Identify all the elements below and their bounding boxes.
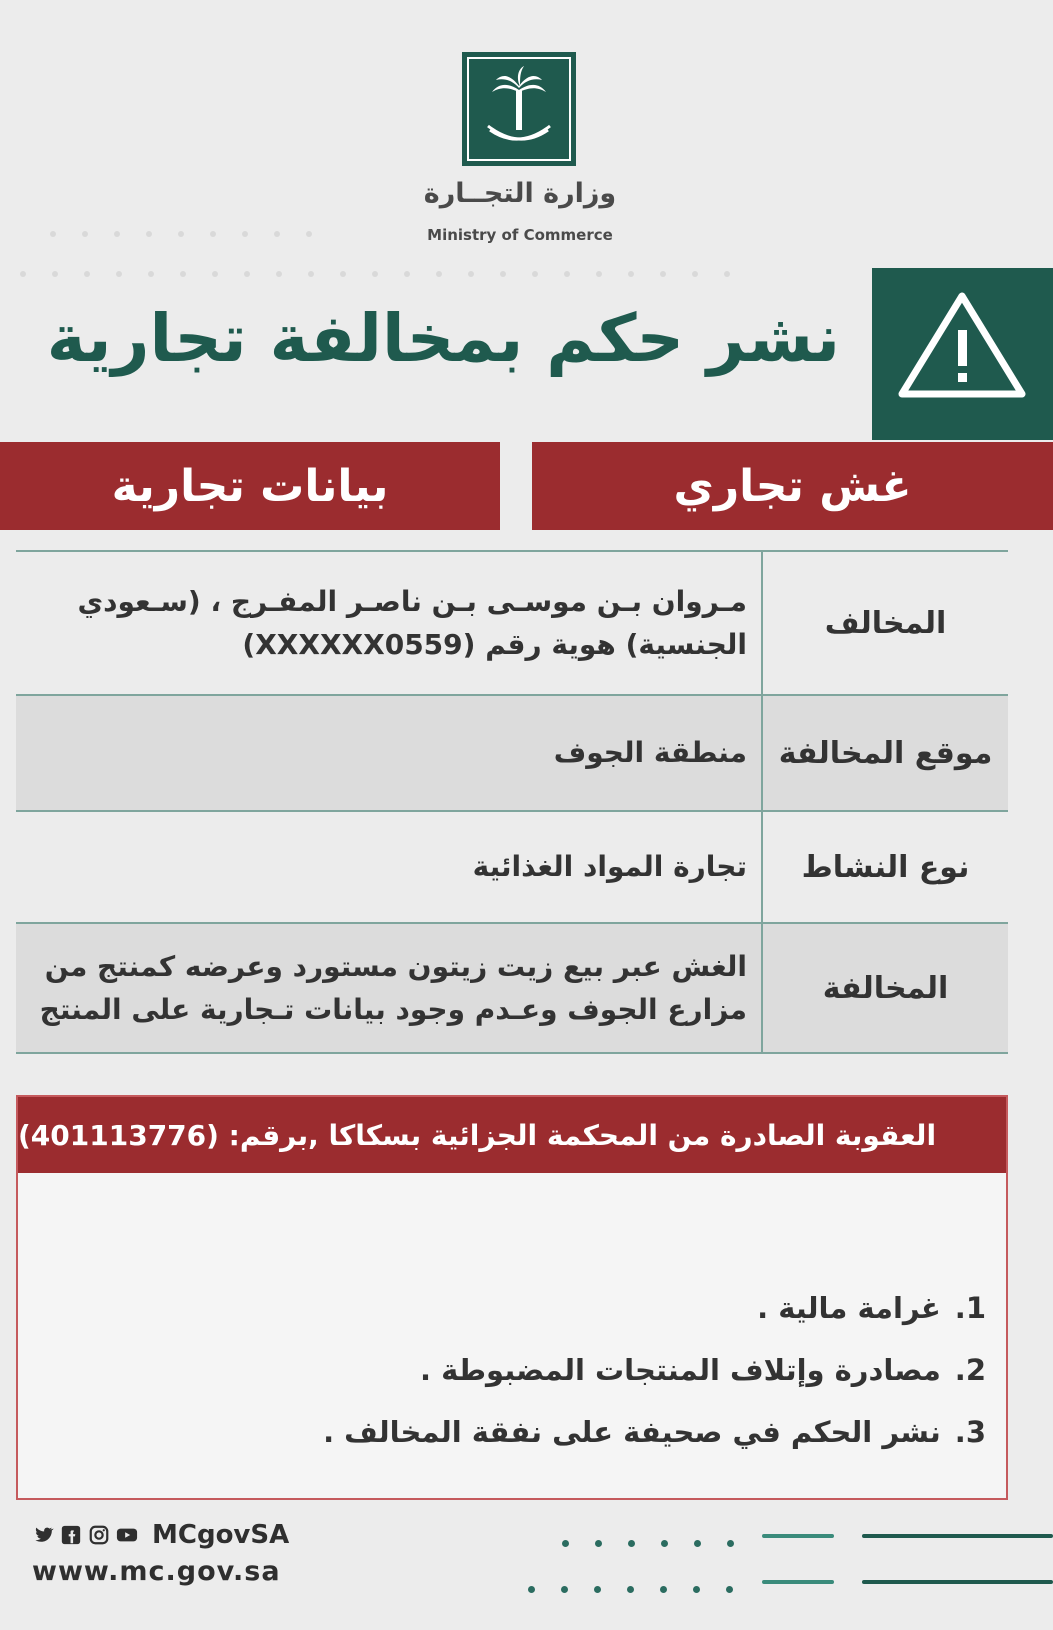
item-text: مصادرة وإتلاف المنتجات المضبوطة . bbox=[420, 1353, 941, 1387]
decorative-line bbox=[762, 1534, 834, 1538]
row-label: موقع المخالفة bbox=[761, 696, 1008, 810]
table-row bbox=[16, 696, 1008, 812]
ministry-name-english: Ministry of Commerce bbox=[427, 226, 613, 244]
decorative-dots bbox=[562, 1532, 760, 1551]
warning-box bbox=[872, 268, 1053, 440]
footer bbox=[32, 1520, 289, 1587]
page-title: نشر حكم بمخالفة تجارية bbox=[46, 300, 840, 377]
row-value: منطقة الجوف bbox=[553, 736, 747, 770]
decorative-line bbox=[762, 1580, 834, 1584]
item-text: نشر الحكم في صحيفة على نفقة المخالف . bbox=[323, 1415, 941, 1449]
decorative-dots bbox=[528, 1578, 759, 1597]
decorative-line bbox=[862, 1534, 1053, 1538]
penalty-box bbox=[16, 1095, 1008, 1500]
tab-commercial-data: بيانات تجارية bbox=[0, 442, 500, 530]
row-label: المخالف bbox=[761, 552, 1008, 694]
instagram-icon[interactable] bbox=[88, 1524, 110, 1546]
list-item bbox=[86, 1339, 986, 1401]
decorative-dots bbox=[50, 222, 338, 232]
list-item bbox=[86, 1277, 986, 1339]
item-number: 3. bbox=[954, 1415, 986, 1449]
social-links bbox=[32, 1520, 289, 1550]
penalty-list bbox=[86, 1277, 986, 1463]
decorative-line bbox=[862, 1580, 1053, 1584]
row-label: المخالفة bbox=[761, 924, 1008, 1052]
penalty-header-text: العقوبة الصادرة من المحكمة الجزائية بسكاكا ,برقم: (401113776) bbox=[18, 1118, 937, 1152]
row-value: مـروان بـن موسـى بـن ناصـر المفـرج ، (سـعودي الجنسية) هوية رقم (XXXXXX0559) bbox=[77, 584, 747, 661]
ministry-emblem-logo bbox=[462, 52, 576, 166]
item-text: غرامة مالية . bbox=[757, 1291, 941, 1325]
violation-info-table bbox=[16, 550, 1008, 1096]
twitter-icon[interactable] bbox=[32, 1524, 54, 1546]
item-number: 2. bbox=[954, 1353, 986, 1387]
list-item bbox=[86, 1401, 986, 1463]
row-value: الغش عبر بيع زيت زيتون مستورد وعرضه كمنتج من مزارع الجوف وعـدم وجود بيانات تـجارية على المنتج bbox=[39, 949, 747, 1026]
row-label: نوع النشاط bbox=[761, 812, 1008, 922]
facebook-icon[interactable] bbox=[60, 1524, 82, 1546]
decorative-dots bbox=[20, 262, 756, 272]
youtube-icon[interactable] bbox=[116, 1524, 138, 1546]
table-row bbox=[16, 924, 1008, 1054]
social-handle[interactable]: MCgovSA bbox=[152, 1520, 290, 1550]
penalty-header bbox=[18, 1097, 1006, 1173]
item-number: 1. bbox=[954, 1291, 986, 1325]
website-link[interactable]: www.mc.gov.sa bbox=[32, 1556, 281, 1587]
tab-commercial-fraud: غش تجاري bbox=[532, 442, 1053, 530]
table-row bbox=[16, 552, 1008, 696]
warning-icon bbox=[872, 268, 1053, 440]
row-value: تجارة المواد الغذائية bbox=[472, 850, 747, 884]
table-row bbox=[16, 812, 1008, 924]
ministry-name-arabic: وزارة التجــارة bbox=[423, 178, 617, 209]
